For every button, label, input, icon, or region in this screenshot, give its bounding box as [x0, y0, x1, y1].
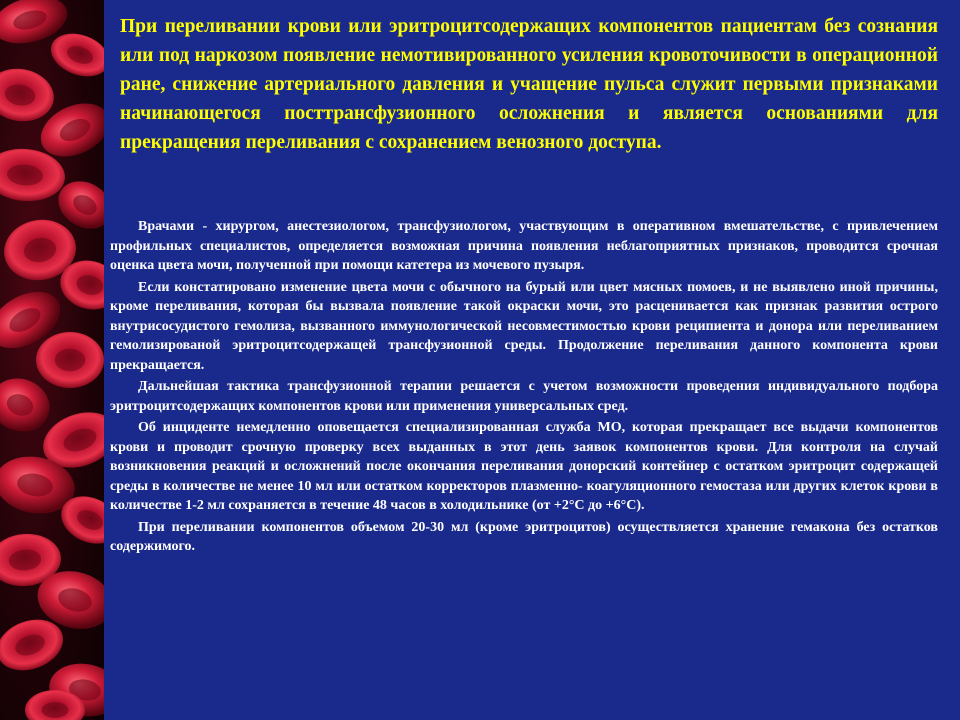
paragraph-4: Об инциденте немедленно оповещается специализированная служба МО, которая прекращает все выдачи компонентов крови и проводит срочную проверку всех выданных в этот день заявок компонентов крови. Для контроля на случай возникновения реакций и осложнений после окончания переливания донорский контейнер с остатком эритроцит содержащей среды в количестве не менее 10 мл или остатком корректоров плазменно- коагуляционного гемостаза или других клеток крови в количестве 1-2 мл сохраняется в течение 48 часов в холодильнике (от +2°C до +6°C).	[110, 420, 938, 513]
paragraph-3: Дальнейшая тактика трансфузионной терапии решается с учетом возможности проведения индивидуального подбора эритроцитсодержащих компонентов крови или применения универсальных сред.	[110, 379, 938, 414]
red-blood-cells-image	[0, 0, 104, 720]
slide-headline: При переливании крови или эритроцитсодержащих компонентов пациентам без сознания или под наркозом появление немотивированного усиления кровоточивости в операционной ране, снижение артериального давления и учащение пульса служит первыми признаками начинающегося посттрансфузионного осложнения и является основаниями для прекращения переливания с сохранением венозного доступа.	[120, 16, 938, 153]
blood-cell-center	[42, 702, 69, 718]
blood-cells-illustration	[0, 0, 104, 720]
paragraph-1: Врачами - хирургом, анестезиологом, трансфузиологом, участвующим в оперативном вмешательстве, с привлечением профильных специалистов, определяется возможная причина появления неблагоприятных признаков, проводится срочная оценка цвета мочи, полученной при помощи катетера из мочевого пузыря.	[110, 219, 938, 273]
slide-body	[110, 217, 938, 559]
blood-cell-center	[55, 349, 86, 371]
paragraph-5: При переливании компонентов объемом 20-30 мл (кроме эритроцитов) осуществляется хранение гемакона без остатков содержимого.	[110, 519, 938, 554]
paragraph-2: Если констатировано изменение цвета мочи с обычного на бурый или цвет мясных помоев, и не выявлено иной причины, кроме переливания, которая бы вызвала появление такой окраски мочи, это расценивается как признак развития острого внутрисосудистого гемолиза, вызванного иммунологической несовместимостью крови реципиента и донора или переливанием гемолизированой эритроцитсодержащей трансфузионной среды. Продолжение переливания данного компонента крови прекращается.	[110, 279, 938, 373]
slide-content	[110, 0, 942, 720]
